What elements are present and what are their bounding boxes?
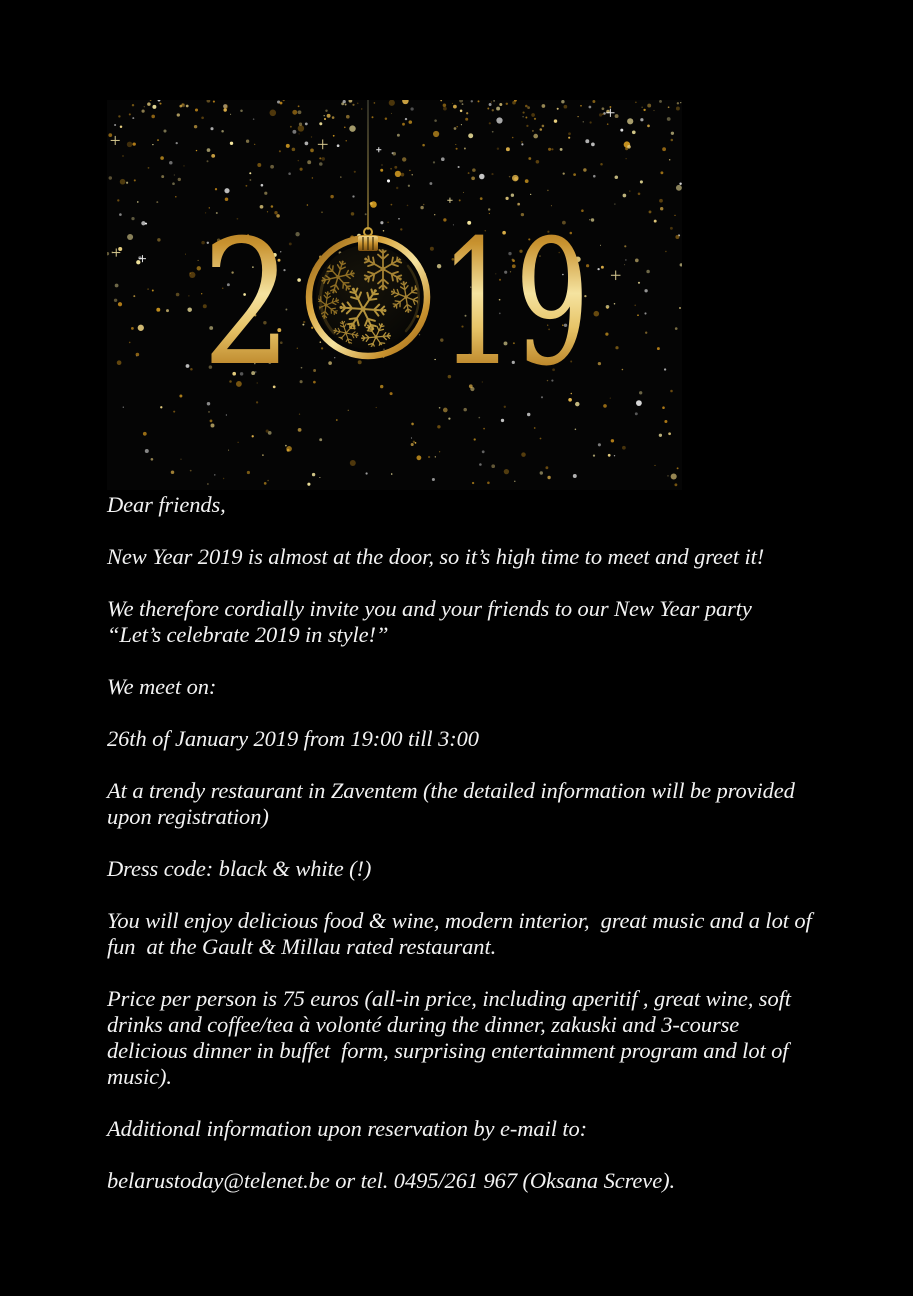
letter-line: Dress code: black & white (!): [107, 856, 372, 881]
letter-line: drinks and coffee/tea à volonté during the dinner, zakuski and 3-course: [107, 1012, 740, 1037]
letter-line: “Let’s celebrate 2019 in style!”: [107, 622, 389, 647]
letter-paragraph: [107, 726, 867, 752]
letter-paragraph: [107, 986, 867, 1090]
letter-paragraph: [107, 492, 867, 518]
letter-line: Price per person is 75 euros (all-in price, including aperitif , great wine, soft: [107, 986, 791, 1011]
letter-paragraph: [107, 1168, 867, 1194]
letter-paragraph: [107, 778, 867, 830]
letter-paragraph: [107, 674, 867, 700]
letter-line: delicious dinner in buffet form, surprising entertainment program and lot of: [107, 1038, 789, 1063]
letter-line: fun at the Gault & Millau rated restaurant.: [107, 934, 497, 959]
year-left-text: 2: [201, 203, 293, 405]
letter-line: music).: [107, 1064, 172, 1089]
letter-line: At a trendy restaurant in Zaventem (the detailed information will be provided: [107, 778, 795, 803]
letter-line: Dear friends,: [107, 492, 226, 517]
letter-paragraph: [107, 596, 867, 648]
letter-line: Additional information upon reservation by e-mail to:: [107, 1116, 588, 1141]
year-right-text: 19: [440, 202, 590, 404]
year-right: [440, 203, 590, 404]
letter-body: [107, 492, 867, 1220]
letter-paragraph: [107, 908, 867, 960]
year-left: [202, 203, 292, 404]
letter-line: belarustoday@telenet.be or tel. 0495/261 967 (Oksana Screve).: [107, 1168, 676, 1193]
letter-paragraph: [107, 544, 867, 570]
letter-paragraph: [107, 1116, 867, 1142]
letter-line: 26th of January 2019 from 19:00 till 3:00: [107, 726, 479, 751]
letter-paragraph: [107, 856, 867, 882]
letter-line: New Year 2019 is almost at the door, so it’s high time to meet and greet it!: [107, 544, 765, 569]
new-year-banner: [107, 100, 682, 490]
ornament-cap: [358, 236, 378, 251]
letter-line: We meet on:: [107, 674, 217, 699]
letter-line: You will enjoy delicious food & wine, modern interior, great music and a lot of: [107, 908, 812, 933]
letter-line: upon registration): [107, 804, 269, 829]
letter-line: We therefore cordially invite you and your friends to our New Year party: [107, 596, 752, 621]
